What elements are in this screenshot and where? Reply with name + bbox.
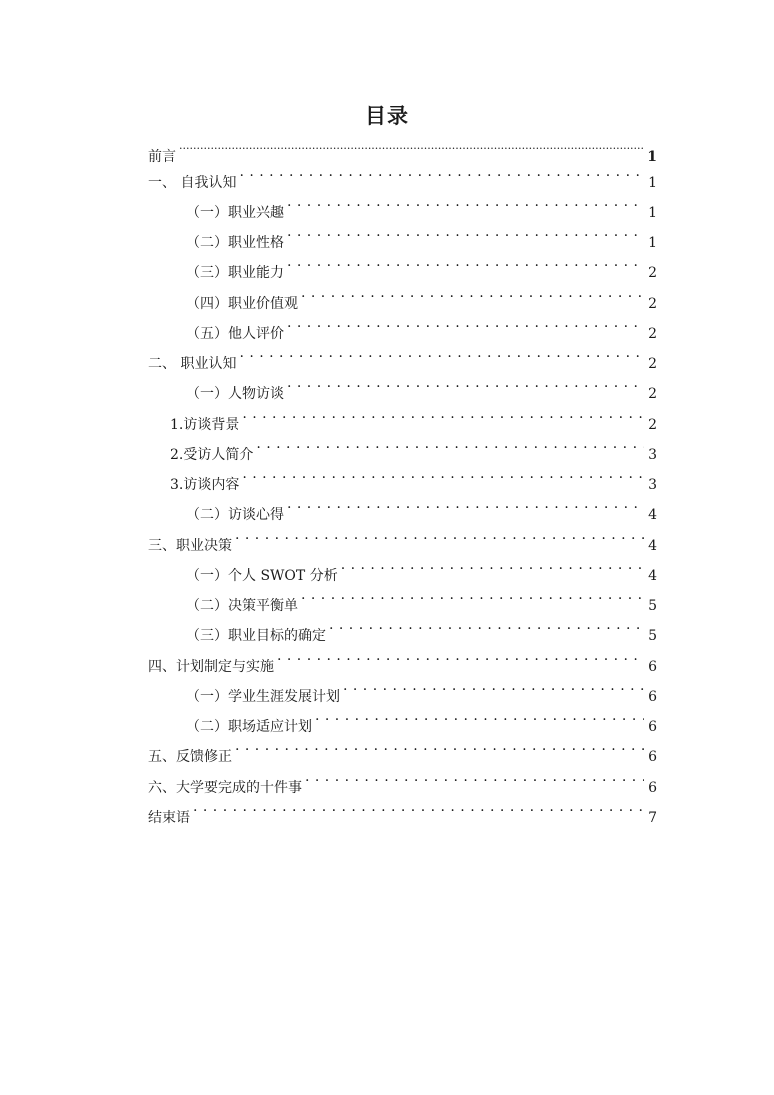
toc-entry[interactable] [148, 520, 658, 554]
toc-entry[interactable] [148, 610, 658, 644]
toc-page-number: 6 [648, 749, 657, 765]
toc-entry[interactable] [148, 671, 658, 705]
toc-entry[interactable] [148, 338, 658, 372]
toc-entry-label: （三）职业能力 [186, 265, 284, 281]
toc-entry-label: （一）人物访谈 [186, 386, 284, 402]
toc-dot-leader [242, 459, 644, 489]
toc-page-number: 6 [648, 659, 657, 675]
toc-entry-label: （二）职业性格 [186, 235, 284, 251]
toc-entry[interactable] [148, 187, 658, 221]
toc-entry-label: （五）他人评价 [186, 326, 284, 342]
toc-page-number: 2 [648, 326, 657, 342]
toc-dot-leader [315, 701, 644, 731]
toc-entry[interactable] [148, 368, 658, 402]
toc-page-number: 1 [648, 175, 657, 191]
toc-dot-leader [287, 187, 644, 217]
toc-entry-label: 六、大学要完成的十件事 [148, 780, 302, 796]
toc-entry-label: （二）职场适应计划 [186, 719, 312, 735]
toc-dot-leader [341, 550, 644, 580]
toc-entry[interactable] [148, 701, 658, 735]
toc-dot-leader [287, 308, 644, 338]
toc-dot-leader [193, 792, 644, 822]
toc-page-number: 4 [648, 538, 657, 554]
toc-dot-leader [239, 338, 644, 368]
toc-entry-label: 四、计划制定与实施 [148, 659, 274, 675]
toc-entry-label: 二、 职业认知 [148, 356, 237, 372]
toc-entry-label: 3.访谈内容 [170, 477, 240, 493]
toc-entry-label: 三、职业决策 [148, 538, 232, 554]
toc-entry-label: （一）职业兴趣 [186, 205, 284, 221]
toc-dot-leader [287, 247, 644, 277]
toc-dot-leader [301, 278, 644, 308]
toc-entry[interactable] [148, 399, 658, 433]
toc-entry[interactable] [148, 429, 658, 463]
toc-entry[interactable] [148, 641, 658, 675]
toc-page-number: 7 [648, 810, 657, 826]
toc-page-number: 4 [648, 507, 657, 523]
toc-dot-leader [256, 429, 644, 459]
toc-page-number: 1 [648, 205, 657, 221]
toc-dot-leader [242, 399, 644, 429]
toc-dot-leader [235, 520, 644, 550]
toc-page-number: 5 [648, 628, 657, 644]
toc-entry-label: （一）学业生涯发展计划 [186, 689, 340, 705]
toc-page-number: 2 [648, 356, 657, 372]
toc-dot-leader [277, 641, 644, 671]
toc-page-number: 2 [648, 417, 657, 433]
toc-dot-leader [239, 157, 644, 187]
toc-entry[interactable] [148, 247, 658, 281]
toc-entry-label: （四）职业价值观 [186, 296, 298, 312]
toc-entry[interactable] [148, 217, 658, 251]
toc-entry[interactable] [148, 580, 658, 614]
toc-page-number: 5 [648, 598, 657, 614]
toc-entry-label: 2.受访人简介 [170, 447, 254, 463]
toc-entry[interactable] [148, 489, 658, 523]
toc-page-number: 4 [648, 568, 657, 584]
toc-entry-label: 结束语 [148, 810, 190, 826]
toc-entry[interactable] [148, 550, 658, 584]
toc-dot-leader [305, 762, 644, 792]
toc-entry-label: 1.访谈背景 [170, 417, 240, 433]
toc-dot-leader [287, 368, 644, 398]
toc-page-number: 1 [647, 149, 657, 165]
toc-page-number: 6 [648, 719, 657, 735]
toc-entry-label: （一）个人 SWOT 分析 [186, 568, 338, 584]
toc-entry[interactable] [148, 459, 658, 493]
toc-dot-leader [287, 489, 644, 519]
toc-dot-leader [235, 731, 644, 761]
page-title: 目录 [365, 104, 409, 128]
toc-dot-leader [287, 217, 644, 247]
toc-entry[interactable] [148, 278, 658, 312]
toc-entry[interactable] [148, 157, 658, 191]
toc-entry-label: （二）决策平衡单 [186, 598, 298, 614]
toc-entry[interactable] [148, 308, 658, 342]
toc-page-number: 2 [648, 386, 657, 402]
toc-entry-label: （二）访谈心得 [186, 507, 284, 523]
toc-page-number: 3 [648, 447, 657, 463]
toc-page-number: 3 [648, 477, 657, 493]
toc-page-number: 2 [648, 265, 657, 281]
toc-page-number: 6 [648, 780, 657, 796]
toc-dot-leader [301, 580, 644, 610]
toc-page-number: 2 [648, 296, 657, 312]
toc-dot-leader [343, 671, 644, 701]
toc-dot-leader [329, 610, 644, 640]
toc-entry-label: （三）职业目标的确定 [186, 628, 326, 644]
toc-page-number: 6 [648, 689, 657, 705]
toc-entry[interactable] [148, 792, 658, 826]
toc-entry-label: 五、反馈修正 [148, 749, 232, 765]
toc-entry[interactable] [148, 731, 658, 765]
toc-entry-label: 前言 [148, 149, 176, 165]
toc-entry[interactable] [148, 762, 658, 796]
toc-entry-label: 一、 自我认知 [148, 175, 237, 191]
toc-page-number: 1 [648, 235, 657, 251]
